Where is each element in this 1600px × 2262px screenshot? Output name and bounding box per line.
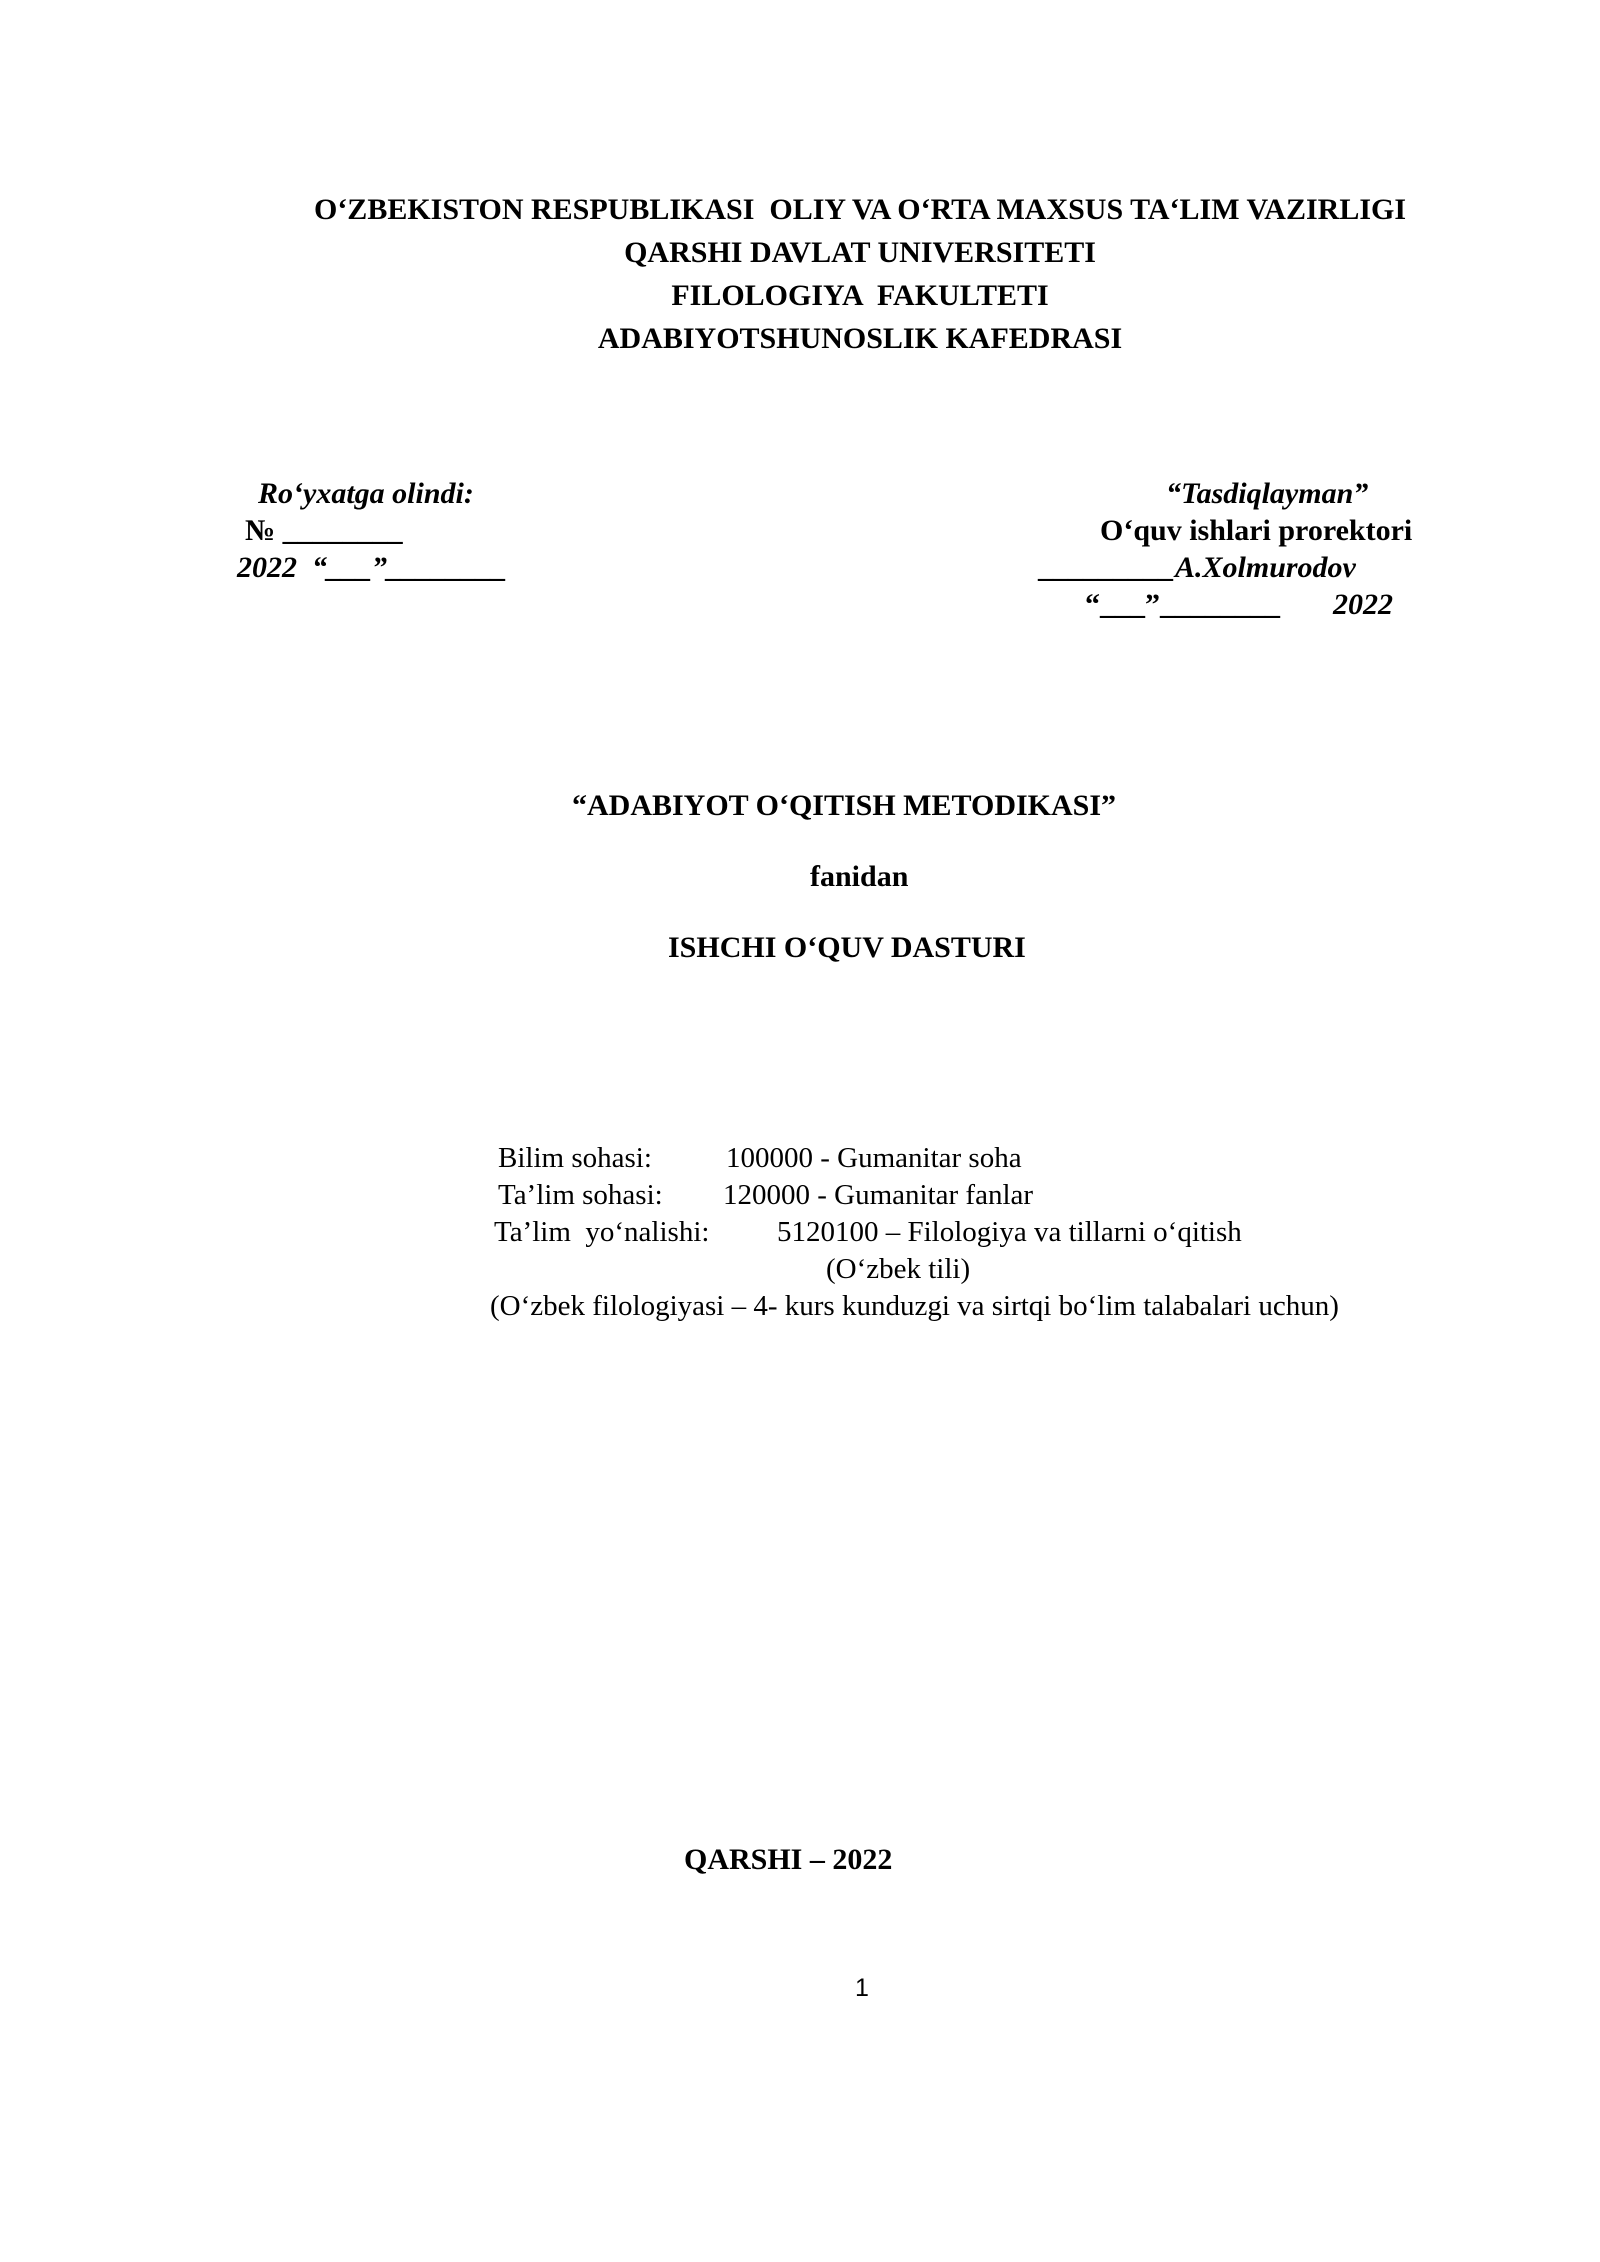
place-year: QARSHI – 2022 (684, 1843, 893, 1876)
university-title: QARSHI DAVLAT UNIVERSITETI (624, 236, 1096, 269)
registration-number: № ________ (245, 514, 403, 547)
registration-title: Ro‘yxatga olindi: (258, 477, 474, 510)
approval-year: 2022 (1333, 588, 1393, 621)
talim-value: 120000 - Gumanitar fanlar (723, 1179, 1034, 1211)
page-number: 1 (855, 1974, 869, 2002)
bilim-value: 100000 - Gumanitar soha (726, 1142, 1022, 1174)
audience-line: (O‘zbek filologiyasi – 4- kurs kunduzgi va sirtqi bo‘lim talabalari uchun) (490, 1290, 1339, 1322)
approval-title: “Tasdiqlayman” (1166, 477, 1369, 510)
ministry-title: O‘ZBEKISTON RESPUBLIKASI OLIY VA O‘RTA MAXSUS TA‘LIM VAZIRLIGI (313, 193, 1407, 226)
language-line: (O‘zbek tili) (826, 1253, 971, 1285)
approval-date-blank: “___”________ (1085, 588, 1280, 621)
subject-name: “ADABIYOT O‘QITISH METODIKASI” (572, 789, 1117, 822)
approval-position: O‘quv ishlari prorektori (1100, 514, 1413, 547)
subject-fanidan: fanidan (810, 860, 909, 893)
department-title: ADABIYOTSHUNOSLIK KAFEDRASI (597, 322, 1123, 355)
document-type: ISHCHI O‘QUV DASTURI (668, 931, 1026, 964)
registration-date: 2022 “___”________ (237, 551, 507, 584)
talim-label: Ta’lim sohasi: (498, 1179, 663, 1211)
bilim-label: Bilim sohasi: (498, 1142, 652, 1174)
yonalish-label: Ta’lim yo‘nalishi: (494, 1216, 710, 1248)
yonalish-value: 5120100 – Filologiya va tillarni o‘qitish (777, 1216, 1242, 1248)
approval-signature: _________A.Xolmurodov (1040, 551, 1356, 584)
faculty-title: FILOLOGIYA FAKULTETI (671, 279, 1049, 312)
